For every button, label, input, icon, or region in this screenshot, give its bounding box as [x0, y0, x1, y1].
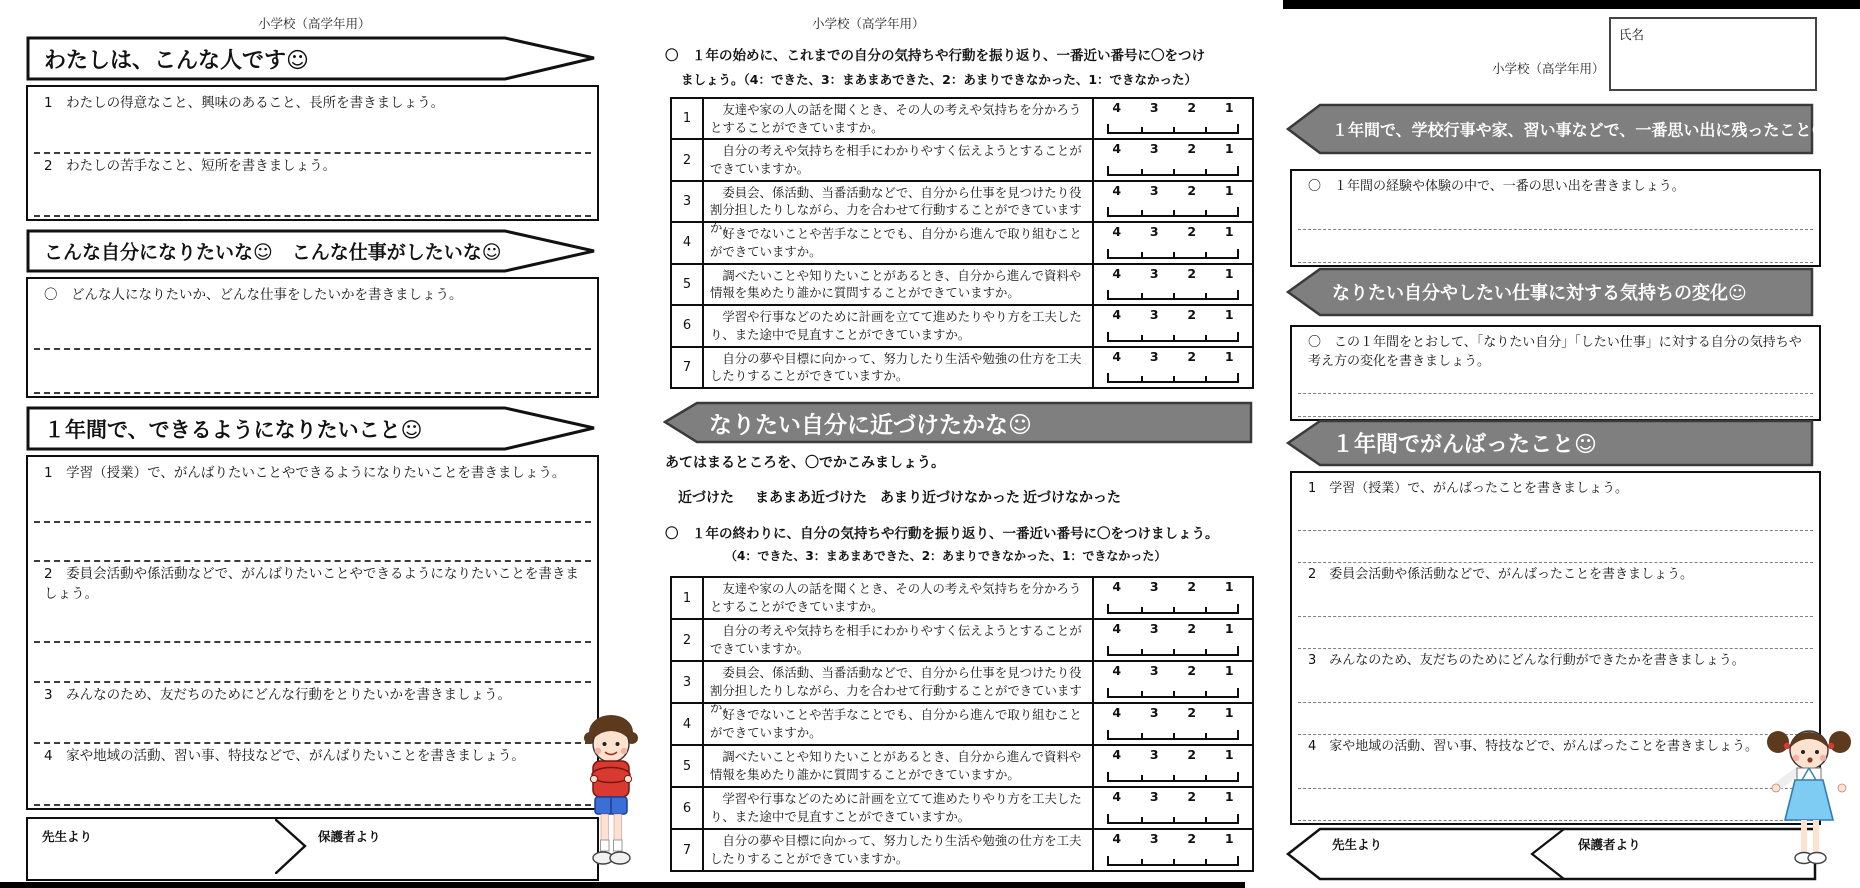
row-question: 委員会、係活動、当番活動などで、自分から仕事を見つけたり役割分担したりしながら、力を合わせて行動することができていますか。 — [710, 665, 1082, 716]
row-number: 3 — [672, 182, 704, 221]
page-1 — [0, 0, 605, 882]
row-question: 委員会、係活動、当番活動などで、自分から仕事を見つけたり役割分担したりしながら、力を合わせて行動することができていますか。 — [710, 184, 1082, 236]
write-line — [1298, 230, 1813, 263]
scale-ruler — [1107, 772, 1239, 782]
row-number: 1 — [672, 99, 704, 138]
write-line — [1298, 531, 1813, 563]
option-maamaa: まあまあ近づけた — [755, 490, 867, 506]
chevron-divider-icon — [275, 819, 307, 874]
row-question: 好きでないことや苦手なことでも、自分から進んで取り組むことができていますか。 — [710, 226, 1082, 259]
row-number: 6 — [672, 788, 704, 828]
teacher-comment-label: 先生より — [1332, 837, 1383, 852]
goals-box — [26, 455, 599, 810]
row-question: 自分の夢や目標に向かって、努力したり生活や勉強の仕方を工夫したりすることができていますか。 — [710, 833, 1082, 866]
row-number: 3 — [672, 662, 704, 702]
rating-scale — [1092, 99, 1252, 138]
row-question: 調べたいことや知りたいことがあるとき、自分から進んで資料や情報を集めたり誰かに質問することができていますか。 — [710, 749, 1082, 782]
table-row — [672, 786, 1252, 828]
banner-naritaina-label: こんな自分になりたいな☺ こんな仕事がしたいな☺ — [44, 241, 502, 264]
intro-end-line1: 〇 １年の終わりに、自分の気持ちや行動を振り返り、一番近い番号に〇をつけましょう。 — [665, 526, 1219, 542]
row-number: 1 — [672, 578, 704, 618]
rating-scale: 4 3 2 1 — [1092, 306, 1252, 345]
page3-header: 小学校（高学年用） — [1492, 61, 1605, 76]
page1-header: 小学校（高学年用） — [258, 16, 371, 31]
write-line — [34, 306, 591, 350]
scale-ruler — [1107, 249, 1239, 259]
row-question: 調べたいことや知りたいことがあるとき、自分から進んで資料や情報を集めたり誰かに質問することができていますか。 — [710, 267, 1082, 301]
goal-item-3: 3 みんなのため、友だちのためにどんな行動をとりたいかを書きましょう。 — [44, 686, 512, 703]
table-row — [672, 702, 1252, 744]
row-question: 自分の考えや気持ちを相手にわかりやすく伝えようとすることができていますか。 — [710, 623, 1082, 656]
row-number: 4 — [672, 704, 704, 744]
banner-goals — [26, 406, 597, 451]
scale-ruler — [1107, 646, 1239, 656]
parent-comment-label: 保護者より — [318, 829, 381, 844]
row-question: 自分の夢や目標に向かって、努力したり生活や勉強の仕方を工夫したりすることができていますか。 — [710, 350, 1082, 384]
option-chikazukenakatta: 近づけなかった — [1023, 490, 1121, 506]
scale-ruler — [1107, 166, 1239, 176]
goal-item-1: 1 学習（授業）で、がんばりたいことやできるようになりたいことを書きましょう。 — [44, 465, 566, 481]
change-box — [1290, 325, 1821, 421]
page-2 — [605, 0, 1260, 882]
rating-scale: 4 3 2 1 — [1092, 140, 1252, 179]
scale-2: 2 — [1187, 100, 1197, 115]
write-line — [34, 350, 591, 394]
write-line — [1298, 372, 1813, 395]
row-question: 自分の考えや気持ちを相手にわかりやすく伝えようとすることができていますか。 — [710, 143, 1082, 177]
table-row — [672, 263, 1252, 304]
table-row — [672, 660, 1252, 716]
intro-end-line2: （4：できた、3：まあまあできた、2：あまりできなかった、1：できなかった） — [725, 549, 1167, 563]
table-row — [672, 618, 1252, 660]
row-number: 7 — [672, 830, 704, 870]
effort-item-1: 1 学習（授業）で、がんばったことを書きましょう。 — [1308, 481, 1629, 496]
scale-ruler — [1107, 124, 1239, 134]
table-row — [672, 346, 1252, 387]
table-row — [672, 744, 1252, 786]
write-line — [34, 484, 591, 523]
teacher-parent-box — [26, 817, 599, 881]
rating-scale: 4 3 2 1 — [1092, 704, 1252, 744]
write-line — [34, 177, 591, 217]
rating-scale: 4 3 2 1 — [1092, 223, 1252, 262]
rating-scale: 4 3 2 1 — [1092, 662, 1252, 702]
write-line — [34, 523, 591, 562]
scale-3: 3 — [1149, 100, 1159, 115]
teacher-comment-label: 先生より — [42, 829, 93, 844]
row-number: 5 — [672, 265, 704, 304]
row-number: 5 — [672, 746, 704, 786]
table-row — [672, 138, 1252, 179]
banner-naritaina — [26, 229, 597, 273]
goal-item-2: 2 委員会活動や係活動などで、がんばりたいことやできるようになりたいことを書きましょう。 — [44, 565, 579, 602]
row-number: 2 — [672, 140, 704, 179]
row-number: 2 — [672, 620, 704, 660]
goal-item-4: 4 家や地域の活動、習い事、特技などで、がんばりたいことを書きましょう。 — [44, 748, 525, 765]
scale-4: 4 — [1112, 100, 1122, 115]
banner-effort — [1286, 419, 1814, 467]
write-line — [34, 604, 591, 643]
rating-scale: 4 3 2 1 — [1092, 788, 1252, 828]
write-line — [1298, 703, 1813, 735]
scale-ruler — [1107, 814, 1239, 824]
write-line — [1298, 585, 1813, 617]
banner-watashi-label: わたしは、こんな人です☺ — [44, 48, 309, 73]
review-options — [605, 487, 1260, 507]
change-prompt: 〇 この１年間をとおして、「なりたい自分」「したい仕事」に対する自分の気持ちや考え方の変化を書きましょう。 — [1308, 335, 1802, 369]
scale-ruler — [1107, 604, 1239, 614]
scale-ruler — [1107, 856, 1239, 866]
self-box — [26, 85, 599, 221]
row-question: 友達や家の人の話を聞くとき、その人の考えや気持ちを分かろうとすることができていますか。 — [710, 102, 1082, 135]
option-chikazuketa: 近づけた — [678, 490, 734, 506]
write-line — [34, 114, 591, 154]
self-item-1: 1 わたしの得意なこと、興味のあること、長所を書きましょう。 — [44, 95, 445, 111]
memory-box — [1290, 169, 1821, 267]
banner-memory-label: １年間で、学校行事や家、習い事などで、一番思い出に残ったこと☺ — [1332, 120, 1829, 140]
effort-item-2: 2 委員会活動や係活動などで、がんばったことを書きましょう。 — [1308, 567, 1694, 582]
write-line — [1298, 617, 1813, 649]
banner-goals-label: １年間で、できるようになりたいこと☺ — [44, 417, 423, 442]
write-line — [34, 643, 591, 682]
row-number: 4 — [672, 223, 704, 262]
name-field-box — [1609, 17, 1817, 91]
banner-review-label: なりたい自分に近づけたかな☺ — [709, 412, 1032, 438]
effort-box — [1290, 471, 1821, 825]
row-question: 好きでないことや苦手なことでも、自分から進んで取り組むことができていますか。 — [710, 707, 1082, 740]
rating-scale: 4 3 2 1 — [1092, 830, 1252, 870]
row-question: 友達や家の人の話を聞くとき、その人の考えや気持ちを分かろうとすることができていますか。 — [710, 581, 1082, 614]
girl-illustration — [1762, 710, 1856, 880]
rating-scale: 4 3 2 1 — [1092, 578, 1252, 618]
scale-1: 1 — [1224, 100, 1234, 115]
rating-scale: 4 3 2 1 — [1092, 265, 1252, 304]
future-prompt: 〇 どんな人になりたいか、どんな仕事をしたいかを書きましょう。 — [44, 287, 463, 303]
name-field-label: 氏名 — [1619, 27, 1645, 42]
rating-scale: 4 3 2 1 — [1092, 746, 1252, 786]
banner-memory — [1286, 103, 1829, 155]
write-line — [34, 705, 591, 744]
table-row — [672, 578, 1252, 618]
write-line — [1298, 789, 1813, 821]
row-question: 学習や行事などのために計画を立てて進めたりやり方を工夫したり、また途中で見直すことができていますか。 — [710, 309, 1082, 342]
scale-ruler — [1107, 290, 1239, 300]
self-item-2: 2 わたしの苦手なこと、短所を書きましょう。 — [44, 158, 337, 174]
bottom-edge-bar — [0, 882, 1245, 888]
banner-effort-label: １年間でがんばったこと☺ — [1332, 432, 1597, 458]
scale-ruler — [1107, 688, 1239, 698]
write-line — [1298, 394, 1813, 417]
intro-start-line2: ましょう。（4：できた、3：まあまあできた、2：あまりできなかった、1：できなかった） — [681, 72, 1198, 87]
memory-prompt: 〇 １年間の経験や体験の中で、一番の思い出を書きましょう。 — [1308, 179, 1685, 194]
row-number: 7 — [672, 348, 704, 387]
banner-change-label: なりたい自分やしたい仕事に対する気持ちの変化☺ — [1332, 283, 1747, 304]
write-line — [1298, 197, 1813, 230]
scale-ruler — [1107, 730, 1239, 740]
banner-change — [1286, 267, 1814, 317]
page2-header: 小学校（高学年用） — [812, 16, 925, 31]
survey-table-end — [670, 576, 1254, 872]
parent-comment-label: 保護者より — [1578, 837, 1641, 852]
table-row — [672, 99, 1252, 138]
write-line — [1298, 757, 1813, 789]
scale-ruler — [1107, 332, 1239, 342]
effort-item-4: 4 家や地域の活動、習い事、特技などで、がんばったことを書きましょう。 — [1308, 739, 1759, 754]
rating-scale: 4 3 2 1 — [1092, 348, 1252, 387]
intro-start-line1: 〇 １年の始めに、これまでの自分の気持ちや行動を振り返り、一番近い番号に〇をつけ — [665, 48, 1205, 64]
table-row — [672, 180, 1252, 236]
scale-ruler — [1107, 373, 1239, 383]
table-row — [672, 828, 1252, 870]
table-row — [672, 221, 1252, 262]
survey-table-start — [670, 97, 1254, 389]
banner-watashi — [26, 36, 597, 81]
row-number: 6 — [672, 306, 704, 345]
rating-scale: 4 3 2 1 — [1092, 182, 1252, 221]
banner-review — [663, 401, 1253, 444]
option-amari: あまり近づけなかった — [880, 490, 1020, 506]
write-line — [1298, 671, 1813, 703]
circle-prompt: あてはまるところを、〇でかこみましょう。 — [665, 455, 945, 471]
row-question: 学習や行事などのために計画を立てて進めたりやり方を工夫したり、また途中で見直すことができていますか。 — [710, 791, 1082, 824]
write-line — [34, 767, 591, 806]
write-line — [1298, 499, 1813, 531]
scale-ruler — [1107, 207, 1239, 217]
future-box — [26, 277, 599, 398]
page3-top-edge-bar — [1283, 0, 1860, 9]
teacher-parent-box — [1286, 827, 1817, 881]
rating-scale: 4 3 2 1 — [1092, 620, 1252, 660]
table-row — [672, 304, 1252, 345]
boy-illustration — [578, 706, 644, 878]
effort-item-3: 3 みんなのため、友だちのためにどんな行動ができたかを書きましょう。 — [1308, 653, 1745, 668]
